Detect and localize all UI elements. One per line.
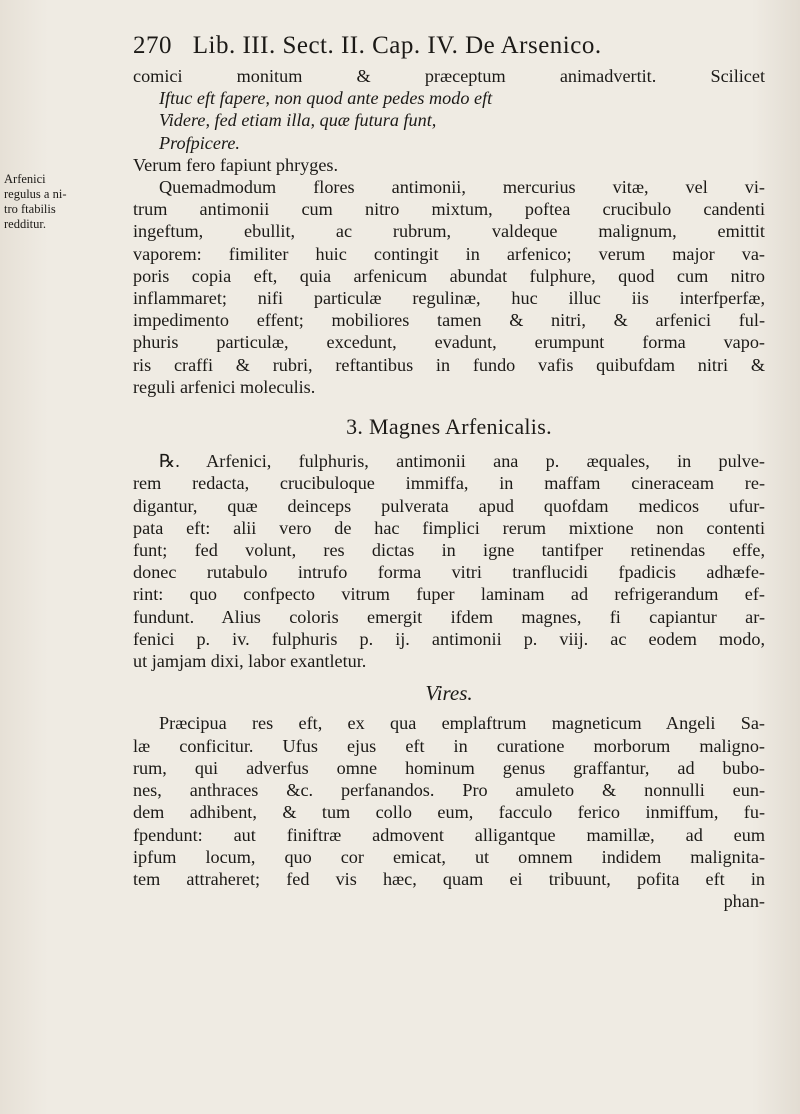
margin-note-line: redditur. [4,217,47,231]
margin-note-line: regulus a ni- [4,187,67,201]
text-line: ipfum locum, quo cor emicat, ut omnem indidem malignita- [133,846,765,867]
text-line: rem redacta, crucibuloque immiffa, in maffam cineraceam re- [133,473,765,494]
page-body [133,65,765,912]
text-line: funt; fed volunt, res dictas in igne tantifper retinendas effe, [133,540,765,561]
text-line: comici monitum & præceptum animadvertit. Scilicet [133,66,765,86]
verse-line: Profpicere. [159,132,240,153]
text-line: Præcipua res eft, ex qua emplaftrum magneticum Angeli Sa- [159,713,765,734]
text-line: nes, anthraces &c. perfanandos. Pro amuleto & nonnulli eun- [133,780,765,801]
paragraph-recipe [133,450,765,672]
text-line: fenici p. iv. fulphuris p. ij. antimonii p. viij. ac eodem modo, [133,628,765,649]
text-line: donec rutabulo intrufo forma vitri tranflucidi fpadicis adhæfe- [133,562,765,583]
text-line: rint: quo confpecto vitrum fuper laminam ad refrigerandum ef- [133,584,765,605]
text-line: inflammaret; nifi particulæ regulinæ, huc illuc iis interfperfæ, [133,288,765,309]
text-line: ut jamjam dixi, labor exantletur. [133,651,367,672]
page-number: 270 [133,32,172,59]
text-line: poris copia eft, quia arfenicum abundat fulphure, quod cum nitro [133,265,765,286]
text-line: læ conficitur. Ufus ejus eft in curatione morborum maligno- [133,735,765,756]
margin-note [4,172,70,232]
margin-note-line: tro ftabilis [4,202,56,216]
text-line: impedimento effent; mobiliores tamen & nitri, & arfenici ful- [133,310,765,331]
text-line: fundunt. Alius coloris emergit ifdem magnes, fi capiantur ar- [133,606,765,627]
text-line: digantur, quæ deinceps pulverata apud quofdam medicos ufur- [133,495,765,516]
text-line: Quemadmodum flores antimonii, mercurius vitæ, vel vi- [159,177,765,198]
paragraph-vires [133,712,765,912]
verse-line: Iftuc eft fapere, non quod ante pedes modo eft [159,88,493,109]
verse-line: Videre, fed etiam illa, quæ futura funt, [159,110,437,131]
text-line: reguli arfenici moleculis. [133,376,316,397]
text-line: Verum fero fapiunt phryges. [133,154,339,175]
section-heading-magnes: 3. Magnes Arfenicalis. [346,414,552,440]
paragraph-intro [133,65,765,176]
running-header [133,32,763,60]
catchword: phan- [723,891,765,912]
text-line: phuris particulæ, excedunt, evadunt, erumpunt forma vapo- [133,332,765,353]
margin-note-line: Arfenici [4,172,46,186]
running-title: Lib. III. Sect. II. Cap. IV. De Arsenico. [192,32,602,59]
section-heading-vires: Vires. [425,681,473,706]
paragraph-quemadmodum [133,176,765,398]
text-line: trum antimonii cum nitro mixtum, poftea crucibulo candenti [133,199,765,220]
text-line: dem adhibent, & tum collo eum, facculo ferico inmiffum, fu- [133,802,765,823]
text-line: vaporem: fimiliter huic contingit in arfenico; verum major va- [133,243,765,264]
text-line: ris craffi & rubri, reftantibus in fundo vafis quibufdam nitri & [133,354,765,375]
text-line: fpendunt: aut finiftræ admovent alligantque mamillæ, ad eum [133,824,765,845]
text-line: ingeftum, ebullit, ac rubrum, valdeque malignum, emittit [133,221,765,242]
text-line: rum, qui adverfus omne hominum genus graffantur, ad bubo- [133,757,765,778]
text-line: pata eft: alii vero de hac fimplici rerum mixtione non contenti [133,517,765,538]
text-line: ℞. Arfenici, fulphuris, antimonii ana p. æquales, in pulve- [159,451,765,472]
text-line: tem attraheret; fed vis hæc, quam ei tribuunt, pofita eft in [133,868,765,889]
